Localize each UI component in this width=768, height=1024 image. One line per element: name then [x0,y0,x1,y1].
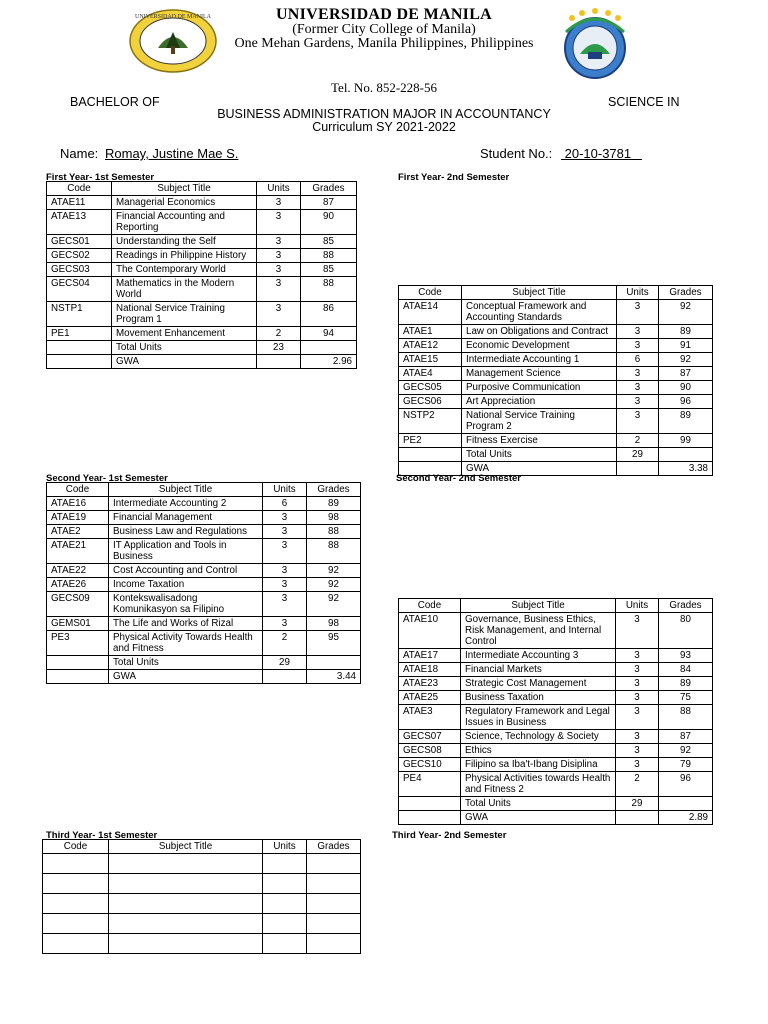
subject-code: ATAE18 [399,663,461,677]
subject-code: ATAE10 [399,613,461,649]
subject-code: ATAE14 [399,300,462,325]
subject-units: 3 [616,730,659,744]
subject-code: ATAE13 [47,210,112,235]
subject-grade: 84 [659,663,713,677]
subject-code [47,355,112,369]
table-row [43,914,361,934]
name-label: Name: [60,146,99,161]
table-header-row [43,840,361,854]
table-row [47,511,361,525]
subject-title: GWA [112,355,257,369]
table-row [399,367,713,381]
subject-title: Physical Activities towards Health and Fitness 2 [461,772,616,797]
table-row [47,196,357,210]
grades-table-second-year-first-sem [46,482,361,684]
header-code: Code [399,599,461,613]
subject-title: Cost Accounting and Control [109,564,263,578]
subject-code: GECS08 [399,744,461,758]
subject-title: Regulatory Framework and Legal Issues in Business [461,705,616,730]
curriculum-year: Curriculum SY 2021-2022 [312,120,456,134]
subject-units [616,811,659,825]
subject-units: 3 [617,367,659,381]
table-row [47,525,361,539]
subject-grade: 98 [307,511,361,525]
subject-title: Purposive Communication [462,381,617,395]
subject-grade: 75 [659,691,713,705]
subject-units: 3 [617,409,659,434]
table-row [399,613,713,649]
table-row [399,300,713,325]
table-row [47,277,357,302]
subject-grade: 92 [659,744,713,758]
table-row [47,631,361,656]
header-grades: Grades [301,182,357,196]
subject-title: Conceptual Framework and Accounting Standards [462,300,617,325]
subject-grade: 87 [659,730,713,744]
subject-grade: 89 [307,497,361,511]
subject-code [43,854,109,874]
subject-units: 2 [257,327,301,341]
subject-units: 3 [257,263,301,277]
subject-units: 3 [616,613,659,649]
subject-title: Kontekswalisadong Komunikasyon sa Filipino [109,592,263,617]
subject-code: NSTP2 [399,409,462,434]
subject-units: 3 [263,592,307,617]
subject-units: 3 [257,302,301,327]
semester-title: Second Year- 2nd Semester [396,473,521,484]
seal-text: UNIVERSIDAD DE MANILA [135,14,211,20]
subject-title: Financial Management [109,511,263,525]
subject-units: 3 [257,196,301,210]
subject-code: GECS07 [399,730,461,744]
grades-table-third-year-first-sem [42,839,361,954]
subject-grade: 3.38 [659,462,713,476]
school-name: UNIVERSIDAD DE MANILA [275,6,493,23]
subject-code: ATAE16 [47,497,109,511]
table-row [399,705,713,730]
subject-grade: 85 [301,235,357,249]
subject-title: Readings in Philippine History [112,249,257,263]
subject-code: GECS02 [47,249,112,263]
subject-code: GECS05 [399,381,462,395]
subject-code: ATAE1 [399,325,462,339]
table-row [399,730,713,744]
subject-grade: 89 [659,409,713,434]
table-row [47,302,357,327]
subject-units: 6 [617,353,659,367]
subject-grade: 91 [659,339,713,353]
subject-units: 3 [617,325,659,339]
subject-title: Fitness Exercise [462,434,617,448]
table-row [47,539,361,564]
header-subject-title: Subject Title [109,840,263,854]
subject-grade: 88 [307,525,361,539]
header-grades: Grades [659,286,713,300]
subject-units: 29 [263,656,307,670]
subject-grade: 93 [659,649,713,663]
subject-grade [307,656,361,670]
table-row [43,894,361,914]
subject-grade: 89 [659,325,713,339]
semester-title: Second Year- 1st Semester [46,473,168,484]
header-grades: Grades [307,840,361,854]
subject-units [263,894,307,914]
subject-grade: 87 [301,196,357,210]
subject-units: 23 [257,341,301,355]
subject-title: Financial Markets [461,663,616,677]
subject-units: 3 [617,381,659,395]
subject-units: 3 [257,249,301,263]
grades-table-second-year-second-sem [398,598,713,825]
semester-title: First Year- 2nd Semester [398,172,510,183]
subject-code: PE1 [47,327,112,341]
table-row [399,744,713,758]
subject-code: ATAE19 [47,511,109,525]
table-row [47,249,357,263]
subject-grade: 92 [659,300,713,325]
grades-table-first-year-second-sem [398,285,713,476]
table-row [399,448,713,462]
subject-units: 3 [257,277,301,302]
subject-code: ATAE2 [47,525,109,539]
subject-code [399,811,461,825]
subject-title: Law on Obligations and Contract [462,325,617,339]
subject-units [263,914,307,934]
subject-title: Managerial Economics [112,196,257,210]
subject-code [399,797,461,811]
subject-code: PE3 [47,631,109,656]
table-row [399,663,713,677]
subject-grade: 88 [659,705,713,730]
header-units: Units [263,840,307,854]
subject-units: 29 [617,448,659,462]
header-subject-title: Subject Title [461,599,616,613]
header-units: Units [257,182,301,196]
subject-title: GWA [462,462,617,476]
subject-title [109,854,263,874]
subject-grade [307,894,361,914]
subject-code: ATAE4 [399,367,462,381]
table-row [399,353,713,367]
subject-units: 3 [617,339,659,353]
table-row [43,874,361,894]
table-row [399,325,713,339]
header-code: Code [43,840,109,854]
subject-code [47,341,112,355]
degree-major: BUSINESS ADMINISTRATION MAJOR IN ACCOUNTANCY [217,107,551,121]
table-row [399,649,713,663]
subject-grade: 85 [301,263,357,277]
table-row [399,395,713,409]
subject-title [109,914,263,934]
subject-code: GECS09 [47,592,109,617]
subject-title: Governance, Business Ethics, Risk Management, and Internal Control [461,613,616,649]
subject-title: Intermediate Accounting 3 [461,649,616,663]
subject-grade: 88 [301,249,357,263]
subject-units: 6 [263,497,307,511]
subject-title: Financial Accounting and Reporting [112,210,257,235]
subject-grade: 92 [307,592,361,617]
subject-grade [659,797,713,811]
subject-grade: 99 [659,434,713,448]
subject-title: Economic Development [462,339,617,353]
subject-grade: 95 [307,631,361,656]
subject-units [263,874,307,894]
subject-grade: 90 [659,381,713,395]
subject-units: 3 [616,663,659,677]
table-row [399,758,713,772]
subject-units: 2 [617,434,659,448]
subject-title: Management Science [462,367,617,381]
subject-grade [307,854,361,874]
subject-title: Total Units [112,341,257,355]
subject-title: Business Taxation [461,691,616,705]
header-subject-title: Subject Title [462,286,617,300]
degree-left: BACHELOR OF [70,95,160,109]
subject-grade: 88 [301,277,357,302]
subject-units: 2 [263,631,307,656]
subject-units: 3 [263,578,307,592]
semester-title: Third Year- 1st Semester [46,830,158,841]
subject-title: Science, Technology & Society [461,730,616,744]
subject-grade: 96 [659,772,713,797]
header-code: Code [399,286,462,300]
school-former-name: (Former City College of Manila) [292,22,476,37]
subject-code: NSTP1 [47,302,112,327]
subject-grade: 92 [659,353,713,367]
table-row [399,409,713,434]
subject-units: 3 [616,649,659,663]
header-subject-title: Subject Title [109,483,263,497]
table-row [47,564,361,578]
subject-grade: 92 [307,564,361,578]
semester-title: Third Year- 2nd Semester [392,830,507,841]
subject-code: ATAE25 [399,691,461,705]
subject-code: ATAE23 [399,677,461,691]
subject-code [43,894,109,914]
table-row [43,854,361,874]
subject-title: Total Units [461,797,616,811]
table-row [399,381,713,395]
table-row [399,797,713,811]
table-row [47,210,357,235]
subject-title: The Life and Works of Rizal [109,617,263,631]
table-row [47,578,361,592]
subject-code [47,656,109,670]
table-row [399,772,713,797]
subject-units [263,670,307,684]
subject-code [43,934,109,954]
student-number: 20-10-3781 [561,146,642,161]
table-row [47,327,357,341]
table-row [399,691,713,705]
subject-grade: 88 [307,539,361,564]
subject-units: 2 [616,772,659,797]
subject-code: GECS01 [47,235,112,249]
subject-units: 3 [257,210,301,235]
subject-title: National Service Training Program 1 [112,302,257,327]
subject-title: Business Law and Regulations [109,525,263,539]
subject-title: Total Units [109,656,263,670]
subject-units: 29 [616,797,659,811]
subject-grade [307,914,361,934]
subject-units: 3 [263,617,307,631]
subject-code: ATAE11 [47,196,112,210]
subject-grade: 79 [659,758,713,772]
table-header-row [399,286,713,300]
subject-code: ATAE15 [399,353,462,367]
subject-title: Intermediate Accounting 2 [109,497,263,511]
subject-code: ATAE3 [399,705,461,730]
subject-grade: 98 [307,617,361,631]
subject-units: 3 [617,395,659,409]
table-row [399,462,713,476]
subject-grade: 92 [307,578,361,592]
subject-grade: 94 [301,327,357,341]
table-row [47,592,361,617]
subject-title: Understanding the Self [112,235,257,249]
subject-grade [659,448,713,462]
subject-code: PE2 [399,434,462,448]
header-grades: Grades [659,599,713,613]
subject-units: 3 [617,300,659,325]
subject-title: Intermediate Accounting 1 [462,353,617,367]
subject-code: ATAE21 [47,539,109,564]
subject-title: Total Units [462,448,617,462]
degree-right: SCIENCE IN [608,95,680,109]
subject-title [109,934,263,954]
subject-title: GWA [109,670,263,684]
student-name: Romay, Justine Mae S. [105,146,239,161]
table-row [47,263,357,277]
subject-units [617,462,659,476]
subject-units: 3 [616,691,659,705]
header-subject-title: Subject Title [112,182,257,196]
header-code: Code [47,182,112,196]
header-units: Units [616,599,659,613]
subject-code [43,874,109,894]
subject-title: Income Taxation [109,578,263,592]
subject-grade [307,934,361,954]
subject-grade: 87 [659,367,713,381]
subject-title: Physical Activity Towards Health and Fitness [109,631,263,656]
table-row [47,235,357,249]
subject-units: 3 [263,539,307,564]
subject-code: GEMS01 [47,617,109,631]
subject-code [399,462,462,476]
subject-grade: 3.44 [307,670,361,684]
table-row [399,434,713,448]
grades-table-first-year-first-sem [46,181,357,369]
semester-title: First Year- 1st Semester [46,172,155,183]
subject-code: ATAE26 [47,578,109,592]
subject-grade: 96 [659,395,713,409]
subject-title: Ethics [461,744,616,758]
table-header-row [47,483,361,497]
subject-units: 3 [616,758,659,772]
subject-units [257,355,301,369]
table-row [47,355,357,369]
subject-code: GECS10 [399,758,461,772]
subject-grade: 2.89 [659,811,713,825]
student-no-label: Student No.: [480,146,553,161]
table-row [47,656,361,670]
subject-grade [307,874,361,894]
table-row [47,341,357,355]
subject-code: PE4 [399,772,461,797]
table-header-row [47,182,357,196]
school-address: One Mehan Gardens, Manila Philippines, Philippines [234,36,534,51]
subject-units: 3 [263,564,307,578]
subject-units: 3 [616,705,659,730]
table-row [47,497,361,511]
table-row [399,811,713,825]
subject-units: 3 [263,511,307,525]
subject-code [399,448,462,462]
subject-units [263,854,307,874]
table-header-row [399,599,713,613]
subject-title: Art Appreciation [462,395,617,409]
subject-units: 3 [616,677,659,691]
subject-grade: 90 [301,210,357,235]
subject-code: GECS04 [47,277,112,302]
subject-title: Movement Enhancement [112,327,257,341]
table-row [399,677,713,691]
subject-grade: 86 [301,302,357,327]
subject-title: Filipino sa Iba't-Ibang Disiplina [461,758,616,772]
subject-title: IT Application and Tools in Business [109,539,263,564]
table-row [43,934,361,954]
subject-title [109,874,263,894]
subject-title [109,894,263,914]
subject-units: 3 [616,744,659,758]
header-units: Units [263,483,307,497]
table-row [47,670,361,684]
subject-code: ATAE22 [47,564,109,578]
telephone-number: Tel. No. 852-228-56 [331,80,437,95]
subject-grade: 89 [659,677,713,691]
table-row [399,339,713,353]
subject-units [263,934,307,954]
header-units: Units [617,286,659,300]
header-grades: Grades [307,483,361,497]
subject-code [47,670,109,684]
subject-units: 3 [257,235,301,249]
subject-code: ATAE17 [399,649,461,663]
subject-title: Mathematics in the Modern World [112,277,257,302]
subject-title: National Service Training Program 2 [462,409,617,434]
subject-title: Strategic Cost Management [461,677,616,691]
subject-code: GECS03 [47,263,112,277]
header-code: Code [47,483,109,497]
subject-title: GWA [461,811,616,825]
table-row [47,617,361,631]
subject-code: GECS06 [399,395,462,409]
subject-units: 3 [263,525,307,539]
subject-grade: 2.96 [301,355,357,369]
subject-title: The Contemporary World [112,263,257,277]
subject-code [43,914,109,934]
subject-grade: 80 [659,613,713,649]
subject-grade [301,341,357,355]
subject-code: ATAE12 [399,339,462,353]
